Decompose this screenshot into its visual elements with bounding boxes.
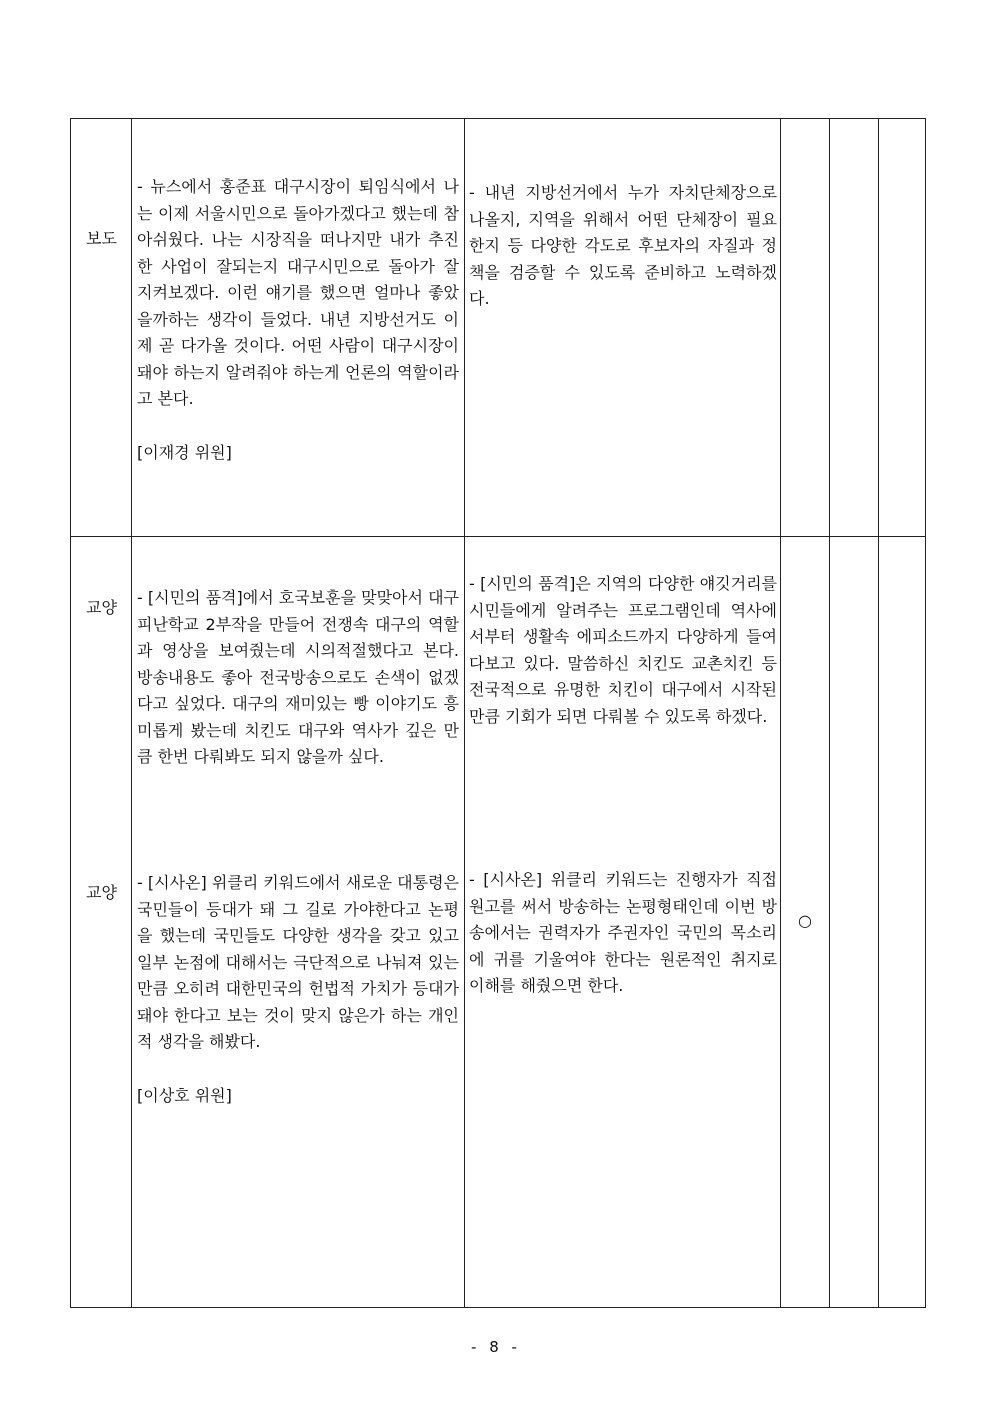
column-divider	[780, 119, 781, 1307]
member-opinion	[137, 174, 459, 466]
opinion-text: - 뉴스에서 홍준표 대구시장이 퇴임식에서 나는 이제 서울시민으로 돌아가겠다고 했는데 참 아쉬웠다. 나는 시장직을 떠나지만 내가 추진한 사업이 잘되는지 대구시민으로 돌아가 잘 지켜보겠다. 이런 얘기를 했으면 얼마나 좋았을까하는 생각이 들었다. 내년 지방선거도 이제 곧 다가올 것이다. 어떤 사람이 대구시장이 돼야 하는지 알려줘야 하는게 언론의 역할이라고 본다.	[137, 177, 459, 408]
row-divider	[71, 536, 925, 537]
check-mark: ○	[798, 911, 812, 930]
row-category: 교양	[86, 883, 117, 902]
opinion-text: - [시민의 품격]에서 호국보훈을 맞맞아서 대구피난학교 2부작을 만들어 전쟁속 대구의 역할과 영상을 보여줬는데 시의적절했다고 본다. 방송내용도 좋아 전국방송으로도 손색이 없겠다고 싶었다. 대구의 재미있는 빵 이야기도 흥미롭게 봤는데 치킨도 대구와 역사가 깊은 만큼 한번 다뤄봐도 되지 않을까 싶다.	[137, 588, 459, 766]
review-table	[70, 118, 926, 1308]
member-opinion	[137, 585, 459, 771]
member-name: [이상호 위원]	[137, 1085, 232, 1105]
member-name: [이재경 위원]	[137, 442, 232, 462]
column-divider	[878, 119, 879, 1307]
row-category: 보도	[86, 229, 117, 248]
response-text: - [시사온] 위클리 키워드는 진행자가 직접 원고를 써서 방송하는 논평형태인데 이번 방송에서는 권력자가 주권자인 국민의 목소리에 귀를 기울여야 한다는 원론적인 취지로 이해를 해줬으면 한다.	[469, 870, 777, 995]
response-text: - [시민의 품격]은 지역의 다양한 얘깃거리를 시민들에게 알려주는 프로그램인데 역사에서부터 생활속 에피소드까지 다양하게 들여다보고 있다. 말씀하신 치킨도 교촌치킨 등 전국적으로 유명한 치킨이 대구에서 시작된 만큼 기회가 되면 다뤄볼 수 있도록 하겠다.	[469, 574, 777, 726]
member-opinion	[137, 870, 459, 1109]
column-divider	[131, 119, 132, 1307]
station-response	[469, 180, 777, 313]
opinion-text: - [시사온] 위클리 키워드에서 새로운 대통령은 국민들이 등대가 돼 그 길로 가야한다고 논평을 했는데 국민들도 다양한 생각을 갖고 있고 일부 논점에 대해서는 극단적으로 나눠져 있는 만큼 오히려 대한민국의 헌법적 가치가 등대가 돼야 한다고 보는 것이 맞지 않은가 하는 개인적 생각을 해봤다.	[137, 873, 459, 1051]
page-number: - 8 -	[471, 1338, 521, 1356]
response-text: - 내년 지방선거에서 누가 자치단체장으로 나올지, 지역을 위해서 어떤 단체장이 필요한지 등 다양한 각도로 후보자의 자질과 정책을 검증할 수 있도록 준비하고 노력하겠다.	[469, 183, 777, 308]
column-divider	[829, 119, 830, 1307]
row-category: 교양	[86, 598, 117, 617]
station-response	[469, 571, 777, 730]
station-response	[469, 867, 777, 1000]
column-divider	[464, 119, 465, 1307]
